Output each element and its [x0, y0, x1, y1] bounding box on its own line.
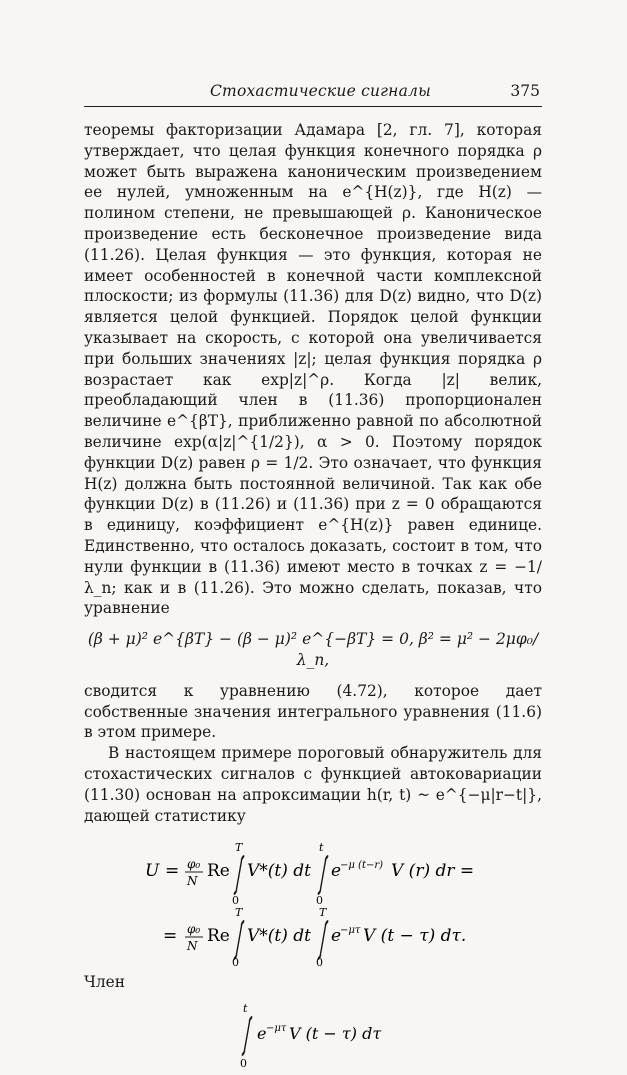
eq2b-upper-T: T: [235, 906, 243, 920]
paragraph-3: В настоящем примере пороговый обнаружитель для стохастических сигналов с функцией автоковариации (11.30) основан на апроксимации h(r, t) ~ e^{−μ|r−t|}, дающей статистику: [84, 744, 542, 825]
eq2b-Vstar: V*(t) dt: [247, 926, 311, 947]
eq2b-integral-1: [234, 921, 244, 959]
eq3-Vtt: V (t − τ) dτ: [289, 1024, 382, 1044]
eq2b-phi0: φ₀: [187, 922, 201, 937]
body-text: [84, 120, 542, 1075]
paragraph-2: сводится к уравнению (4.72), которое дает собственные значения интегрального уравнения (11.6) в этом примере.: [84, 681, 542, 742]
equation-2: [123, 838, 503, 966]
eq2-exp: e: [331, 861, 342, 882]
eq2b-equals: =: [163, 926, 178, 947]
eq2-N: N: [187, 874, 198, 889]
eq2b-upper-T2: T: [319, 906, 327, 920]
equation-3-block: [84, 999, 542, 1069]
eq3-exp: e: [257, 1024, 267, 1044]
eq2b-Re: Re: [207, 926, 230, 947]
eq2-exp-sup: −μ (t−r): [340, 860, 384, 872]
page-header: [84, 80, 542, 107]
eq2-U: U: [145, 861, 160, 882]
eq2-phi0: φ₀: [187, 857, 201, 872]
eq2b-exp-sup: −μτ: [340, 925, 361, 937]
eq2-integral-1: [234, 856, 244, 894]
equation-2-block: [84, 838, 542, 966]
eq3-exp-sup: −μτ: [266, 1023, 287, 1035]
eq2-Vstar: V*(t) dt: [247, 861, 311, 882]
eq2-integral-2: [318, 856, 328, 894]
eq2b-Vtt: V (t − τ) dτ.: [363, 926, 467, 947]
eq2b-lower-0b: 0: [316, 956, 323, 967]
eq2-upper-T: T: [235, 841, 243, 855]
eq2b-exp: e: [331, 926, 342, 947]
eq2-upper-t: t: [319, 841, 324, 855]
eq2-Re: Re: [207, 861, 230, 882]
paragraph-1: теоремы факторизации Адамара [2, гл. 7], которая утверждает, что целая функция конечного порядка ρ может быть выражена каноническим произведением ее нулей, умноженным на e^{H(z)}, где H(z) — полином степени, не превышающей ρ. Каноническое произведение есть бесконечное произведение вида (11.26). Целая функция — это функция, которая не имеет особенностей в конечной части комплексной плоскости; из формулы (11.36) для D(z) видно, что D(z) является целой функцией. Порядок целой функции указывает на скорость, с которой она увеличивается при больших значениях |z|; целая функция порядка ρ возрастает как exp|z|^ρ. Когда |z| велик, преобладающий член в (11.36) пропорционален величине e^{βT}, приближенно равной по абсолютной величине exp(α|z|^{1/2}), α > 0. Поэтому порядок функции D(z) равен ρ = 1/2. Это означает, что функция H(z) должна быть постоянной величиной. Так как обе функции D(z) в (11.26) и (11.36) при z = 0 обращаются в единицу, коэффициент e^{H(z)} равен единице. Единственно, что осталось доказать, состоит в том, что нули функции в (11.36) имеют место в точках z = −1/λ_n; как и в (11.26). Это можно сделать, показав, что уравнение: [84, 121, 542, 618]
page-number: 375: [510, 82, 540, 100]
eq2-Vr: V (r) dr =: [391, 861, 475, 882]
paragraph-4: Член: [84, 973, 126, 992]
eq2-lower-0: 0: [232, 894, 239, 908]
eq2b-integral-2: [318, 921, 328, 959]
eq3-lower-0: 0: [240, 1057, 247, 1070]
eq2b-N: N: [187, 939, 198, 954]
eq3-upper-t: t: [243, 1002, 248, 1016]
eq2-equals: =: [165, 861, 180, 882]
eq2-lower-0b: 0: [316, 894, 323, 908]
eq3-integral: [242, 1017, 252, 1055]
running-title: Стохастические сигналы: [210, 82, 431, 100]
equation-3: [233, 999, 393, 1069]
equation-1: (β + μ)² e^{βT} − (β − μ)² e^{−βT} = 0, β² = μ² − 2μφ₀/λ_n,: [87, 630, 539, 669]
eq2b-lower-0: 0: [232, 956, 239, 967]
